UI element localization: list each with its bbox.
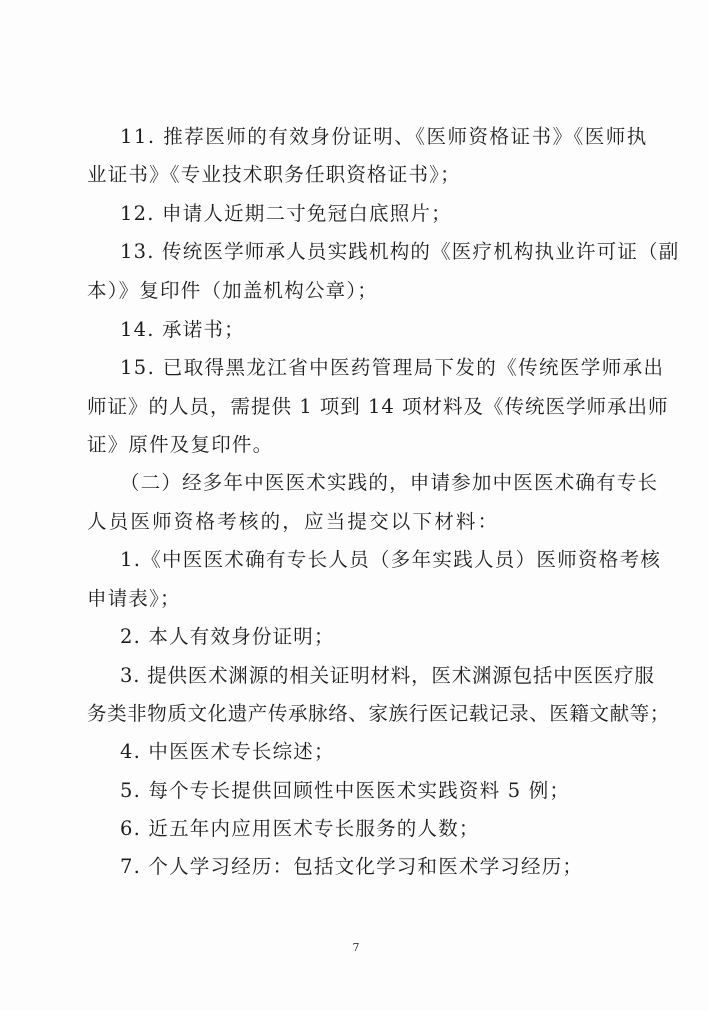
text-line: 师证》的人员，需提供 1 项到 14 项材料及《传统医学师承出师 xyxy=(87,395,669,418)
text-line: 11. 推荐医师的有效身份证明、《医师资格证书》《医师执 xyxy=(120,125,648,148)
text-line: 本）》复印件（加盖机构公章）； xyxy=(87,279,379,302)
text-line: 证》原件及复印件。 xyxy=(87,433,274,456)
text-line: 14. 承诺书； xyxy=(120,318,245,341)
text-line: 12. 申请人近期二寸免冠白底照片； xyxy=(120,202,452,225)
text-line: 务类非物质文化遗产传承脉络、家族行医记载记录、医籍文献等； xyxy=(87,702,670,725)
page-number: 7 xyxy=(352,941,360,954)
text-line: 13. 传统医学师承人员实践机构的《医疗机构执业许可证（副 xyxy=(120,240,680,263)
text-line: 1.《中医医术确有专长人员（多年实践人员）医师资格考核 xyxy=(120,548,662,571)
text-line: 7. 个人学习经历：包括文化学习和医术学习经历； xyxy=(120,855,584,878)
text-line: 业证书》《专业技术职务任职资格证书》； xyxy=(87,163,461,186)
text-line: 2. 本人有效身份证明； xyxy=(120,625,335,648)
text-line: 4. 中医医术专长综述； xyxy=(120,740,335,763)
text-line: 3. 提供医术渊源的相关证明材料，医术渊源包括中医医疗服 xyxy=(120,664,655,687)
text-line: 人员医师资格考核的，应当提交以下材料： xyxy=(87,510,500,533)
text-line: 15. 已取得黑龙江省中医药管理局下发的《传统医学师承出 xyxy=(120,356,665,379)
section-heading-line: （二）经多年中医医术实践的，申请参加中医医术确有专长 xyxy=(120,471,659,494)
text-line: 6. 近五年内应用医术专长服务的人数； xyxy=(120,817,480,840)
text-line: 申请表》； xyxy=(87,587,181,610)
text-line: 5. 每个专长提供回顾性中医医术实践资料 5 例； xyxy=(120,779,571,802)
